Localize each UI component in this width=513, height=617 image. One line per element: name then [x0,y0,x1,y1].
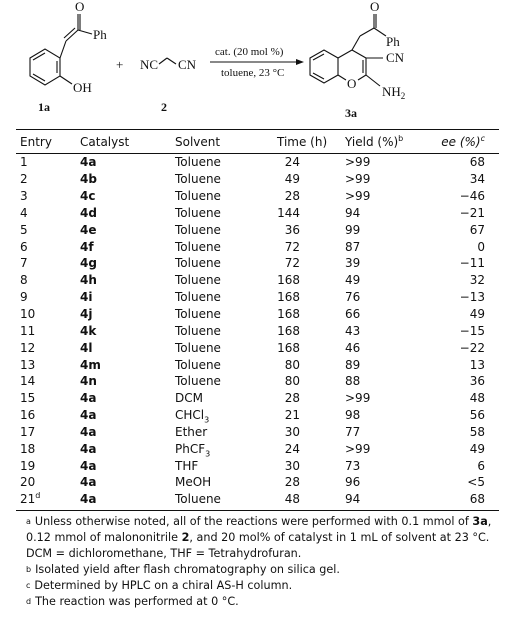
footnote-a: $^a$ Unless otherwise noted, all of the reactions were performed with 0.1 mmol of 3a, 0.12 mmol of malononitrile 2, and 20 mol% of catalyst in 1 mL of solvent at 23 °C. DCM = dichloromethane, THF = Tetrahydrofuran. [26,515,492,560]
cell-yield: 94 [345,491,415,510]
cell-entry: 2 [20,172,28,187]
table-footnotes [16,514,499,610]
cell-entry: 16 [20,408,36,423]
cell-entry: 15 [20,391,36,406]
compound-1a-label: 1a [38,100,50,114]
conditions-solvent-temp: toluene, 23 °C [221,67,285,79]
cell-time: 28 [284,475,300,490]
cell-yield: >99 [345,172,371,187]
cell-spacer [300,424,345,441]
cell-catalyst: 4j [80,307,93,322]
cell-catalyst: 4a [80,441,97,456]
table-header-row [16,130,499,154]
table-row [16,390,499,407]
cell-yield: 94 [345,205,361,220]
cell-spacer [300,407,345,424]
cell-time: 30 [284,424,300,439]
cell-entry: 3 [20,189,28,204]
cell-ee: 13 [469,357,485,372]
cell-entry: 11 [20,323,36,338]
cell-spacer [300,205,345,222]
table-row [16,474,499,491]
cell-spacer [300,356,345,373]
table-row [16,154,499,171]
cell-entry: 5 [20,222,28,237]
table-row [16,221,499,238]
table-row [16,373,499,390]
malononitrile-bonds [159,58,176,64]
cell-solvent: Toluene [175,222,221,237]
cell-yield: 66 [345,307,361,322]
cell-yield: 49 [345,273,361,288]
cell-spacer [300,491,345,510]
cell-entry: 17 [20,424,36,439]
cell-catalyst: 4a [80,475,97,490]
table-row [16,339,499,356]
table-row [16,457,499,474]
compound-2-label: 2 [161,100,167,114]
cell-spacer [300,171,345,188]
cell-solvent: Toluene [175,290,221,305]
table-row [16,322,499,339]
phenyl-label: Ph [93,27,107,42]
cell-yield: 87 [345,239,361,254]
cell-time: 80 [284,357,300,372]
table-row [16,424,499,441]
cell-ee: 49 [469,307,485,322]
header-ee: ee (%)$^c$ [415,130,499,154]
cell-time: 30 [284,458,300,473]
product-amine-label: $NH_2$ [382,84,406,101]
cell-solvent: Toluene [175,155,221,170]
cell-time: 24 [284,155,300,170]
compound-3a-label: 3a [345,106,357,120]
cell-solvent: Toluene [175,307,221,322]
table-row [16,491,499,510]
cell-ee: <5 [467,475,485,490]
cell-solvent: DCM [175,391,203,406]
cell-catalyst: 4h [80,273,97,288]
cell-entry: 9 [20,290,28,305]
cell-solvent: Toluene [175,256,221,271]
cell-time: 28 [284,189,300,204]
cell-catalyst: 4m [80,357,101,372]
cell-yield: 46 [345,340,361,355]
malononitrile-nc-label: NC [140,57,159,72]
cell-catalyst: 4g [80,256,97,271]
cell-entry: 4 [20,205,28,220]
cell-time: 28 [284,391,300,406]
cell-catalyst: 4b [80,172,97,187]
cell-catalyst: 4d [80,205,97,220]
cell-entry: 20 [20,475,36,490]
cell-yield: 89 [345,357,361,372]
cell-spacer [300,221,345,238]
cell-entry: 14 [20,374,36,389]
cell-ee: 36 [469,374,485,389]
reactant-1a-structure [30,14,92,85]
cell-ee: 67 [469,222,485,237]
cell-spacer [300,255,345,272]
cell-catalyst: 4c [80,189,96,204]
cell-solvent: MeOH [175,475,212,490]
cell-yield: 76 [345,290,361,305]
table-row [16,440,499,457]
cell-spacer [300,154,345,171]
cell-spacer [300,474,345,491]
cell-catalyst: 4f [80,239,94,254]
cell-entry: 10 [20,307,36,322]
cell-ee: 48 [469,391,485,406]
cell-yield: >99 [345,441,371,456]
cell-time: 36 [284,222,300,237]
cell-ee: 68 [415,491,499,510]
cell-solvent: Toluene [175,374,221,389]
hydroxy-label: OH [73,80,92,95]
header-yield: Yield (%)$^b$ [345,130,415,154]
malononitrile-cn-label: CN [178,57,197,72]
header-solvent: Solvent [175,130,255,154]
cell-solvent: CHCl$_3$ [175,408,210,425]
plus-sign: + [116,57,124,72]
table-row [16,289,499,306]
cell-yield: 39 [345,256,361,271]
cell-ee: −15 [459,323,485,338]
cell-yield: 98 [345,408,361,423]
header-entry: Entry [16,130,80,154]
cell-ee: −21 [459,205,485,220]
cell-time: 168 [277,307,300,322]
cell-solvent: Toluene [175,340,221,355]
cell-solvent: Toluene [175,273,221,288]
cell-yield: 96 [345,475,361,490]
cell-catalyst: 4l [80,340,93,355]
cell-entry: 8 [20,273,28,288]
cell-catalyst: 4a [80,408,97,423]
cell-time: 168 [277,323,300,338]
cell-spacer [300,457,345,474]
cell-solvent: Toluene [175,239,221,254]
cell-spacer [300,440,345,457]
cell-spacer [300,390,345,407]
cell-yield: 77 [345,424,361,439]
cell-spacer [300,238,345,255]
cell-yield: >99 [345,189,371,204]
cell-entry: 7 [20,256,28,271]
cell-entry: 18 [20,441,36,456]
table-row [16,272,499,289]
cell-ee: 58 [469,424,485,439]
cell-spacer [300,272,345,289]
cell-spacer [300,289,345,306]
cell-solvent: THF [175,458,199,473]
cell-ee: −46 [459,189,485,204]
table-body [16,154,499,511]
cell-solvent: Toluene [175,189,221,204]
footnote-b: $^b$ Isolated yield after flash chromatography on silica gel. [26,563,340,576]
product-ring-o-label: O [347,76,357,91]
table-row [16,238,499,255]
cell-catalyst: 4a [80,424,97,439]
cell-ee: 56 [469,408,485,423]
table-row [16,171,499,188]
reaction-arrowhead [296,59,304,65]
cell-spacer [300,339,345,356]
cell-ee: −22 [459,340,485,355]
product-carbonyl-o-label: O [370,0,380,14]
cell-time: 48 [255,491,300,510]
cell-ee: −13 [459,290,485,305]
cell-catalyst: 4i [80,290,93,305]
cell-time: 80 [284,374,300,389]
cell-ee: 68 [469,155,485,170]
cell-catalyst: 4n [80,374,97,389]
product-phenyl-label: Ph [386,34,400,49]
cell-spacer [300,188,345,205]
table-row [16,255,499,272]
cell-entry: 13 [20,357,36,372]
cell-solvent: Ether [175,424,208,439]
table-row [16,188,499,205]
cell-yield: 88 [345,374,361,389]
cell-catalyst: 4a [80,391,97,406]
cell-spacer [300,322,345,339]
cell-entry: 19 [20,458,36,473]
header-time: Time (h) [255,130,345,154]
cell-time: 168 [277,340,300,355]
table-row [16,205,499,222]
cell-time: 24 [284,441,300,456]
cell-yield: 43 [345,323,361,338]
cell-ee: −11 [459,256,485,271]
cell-catalyst: 4a [80,491,175,510]
header-catalyst: Catalyst [80,130,175,154]
cell-solvent: PhCF$_3$ [175,441,211,459]
cell-catalyst: 4a [80,155,97,170]
cell-entry: 12 [20,340,36,355]
cell-solvent: Toluene [175,205,221,220]
cell-time: 168 [277,290,300,305]
cell-spacer [300,373,345,390]
cell-time: 72 [284,256,300,271]
cell-ee: 32 [469,273,485,288]
footnote-d: $^d$ The reaction was performed at 0 °C. [26,595,239,608]
cell-yield: >99 [345,155,371,170]
cell-ee: 0 [477,239,485,254]
reaction-scheme [0,0,513,125]
cell-solvent: Toluene [175,323,221,338]
cell-time: 49 [284,172,300,187]
cell-time: 168 [277,273,300,288]
cell-solvent: Toluene [175,357,221,372]
product-cn-label: CN [386,50,405,65]
cell-solvent: Toluene [175,172,221,187]
cell-yield: 99 [345,222,361,237]
cell-yield: 73 [345,458,361,473]
cell-ee: 34 [469,172,485,187]
cell-time: 21 [284,408,300,423]
cell-entry: 21$^d$ [16,491,80,510]
table-row [16,306,499,323]
cell-time: 72 [284,239,300,254]
table-row [16,407,499,424]
cell-solvent: Toluene [175,491,255,510]
cell-spacer [300,306,345,323]
cell-time: 144 [277,205,300,220]
results-table [16,129,499,511]
cell-entry: 6 [20,239,28,254]
cell-ee: 6 [477,458,485,473]
cell-ee: 49 [469,441,485,456]
carbonyl-o-label: O [75,0,85,14]
cell-entry: 1 [20,155,28,170]
cell-catalyst: 4k [80,323,97,338]
cell-yield: >99 [345,391,371,406]
conditions-catalyst: cat. (20 mol %) [215,46,284,58]
cell-catalyst: 4a [80,458,97,473]
cell-catalyst: 4e [80,222,97,237]
footnote-c: $^c$ Determined by HPLC on a chiral AS-H column. [26,579,293,592]
table-row [16,356,499,373]
